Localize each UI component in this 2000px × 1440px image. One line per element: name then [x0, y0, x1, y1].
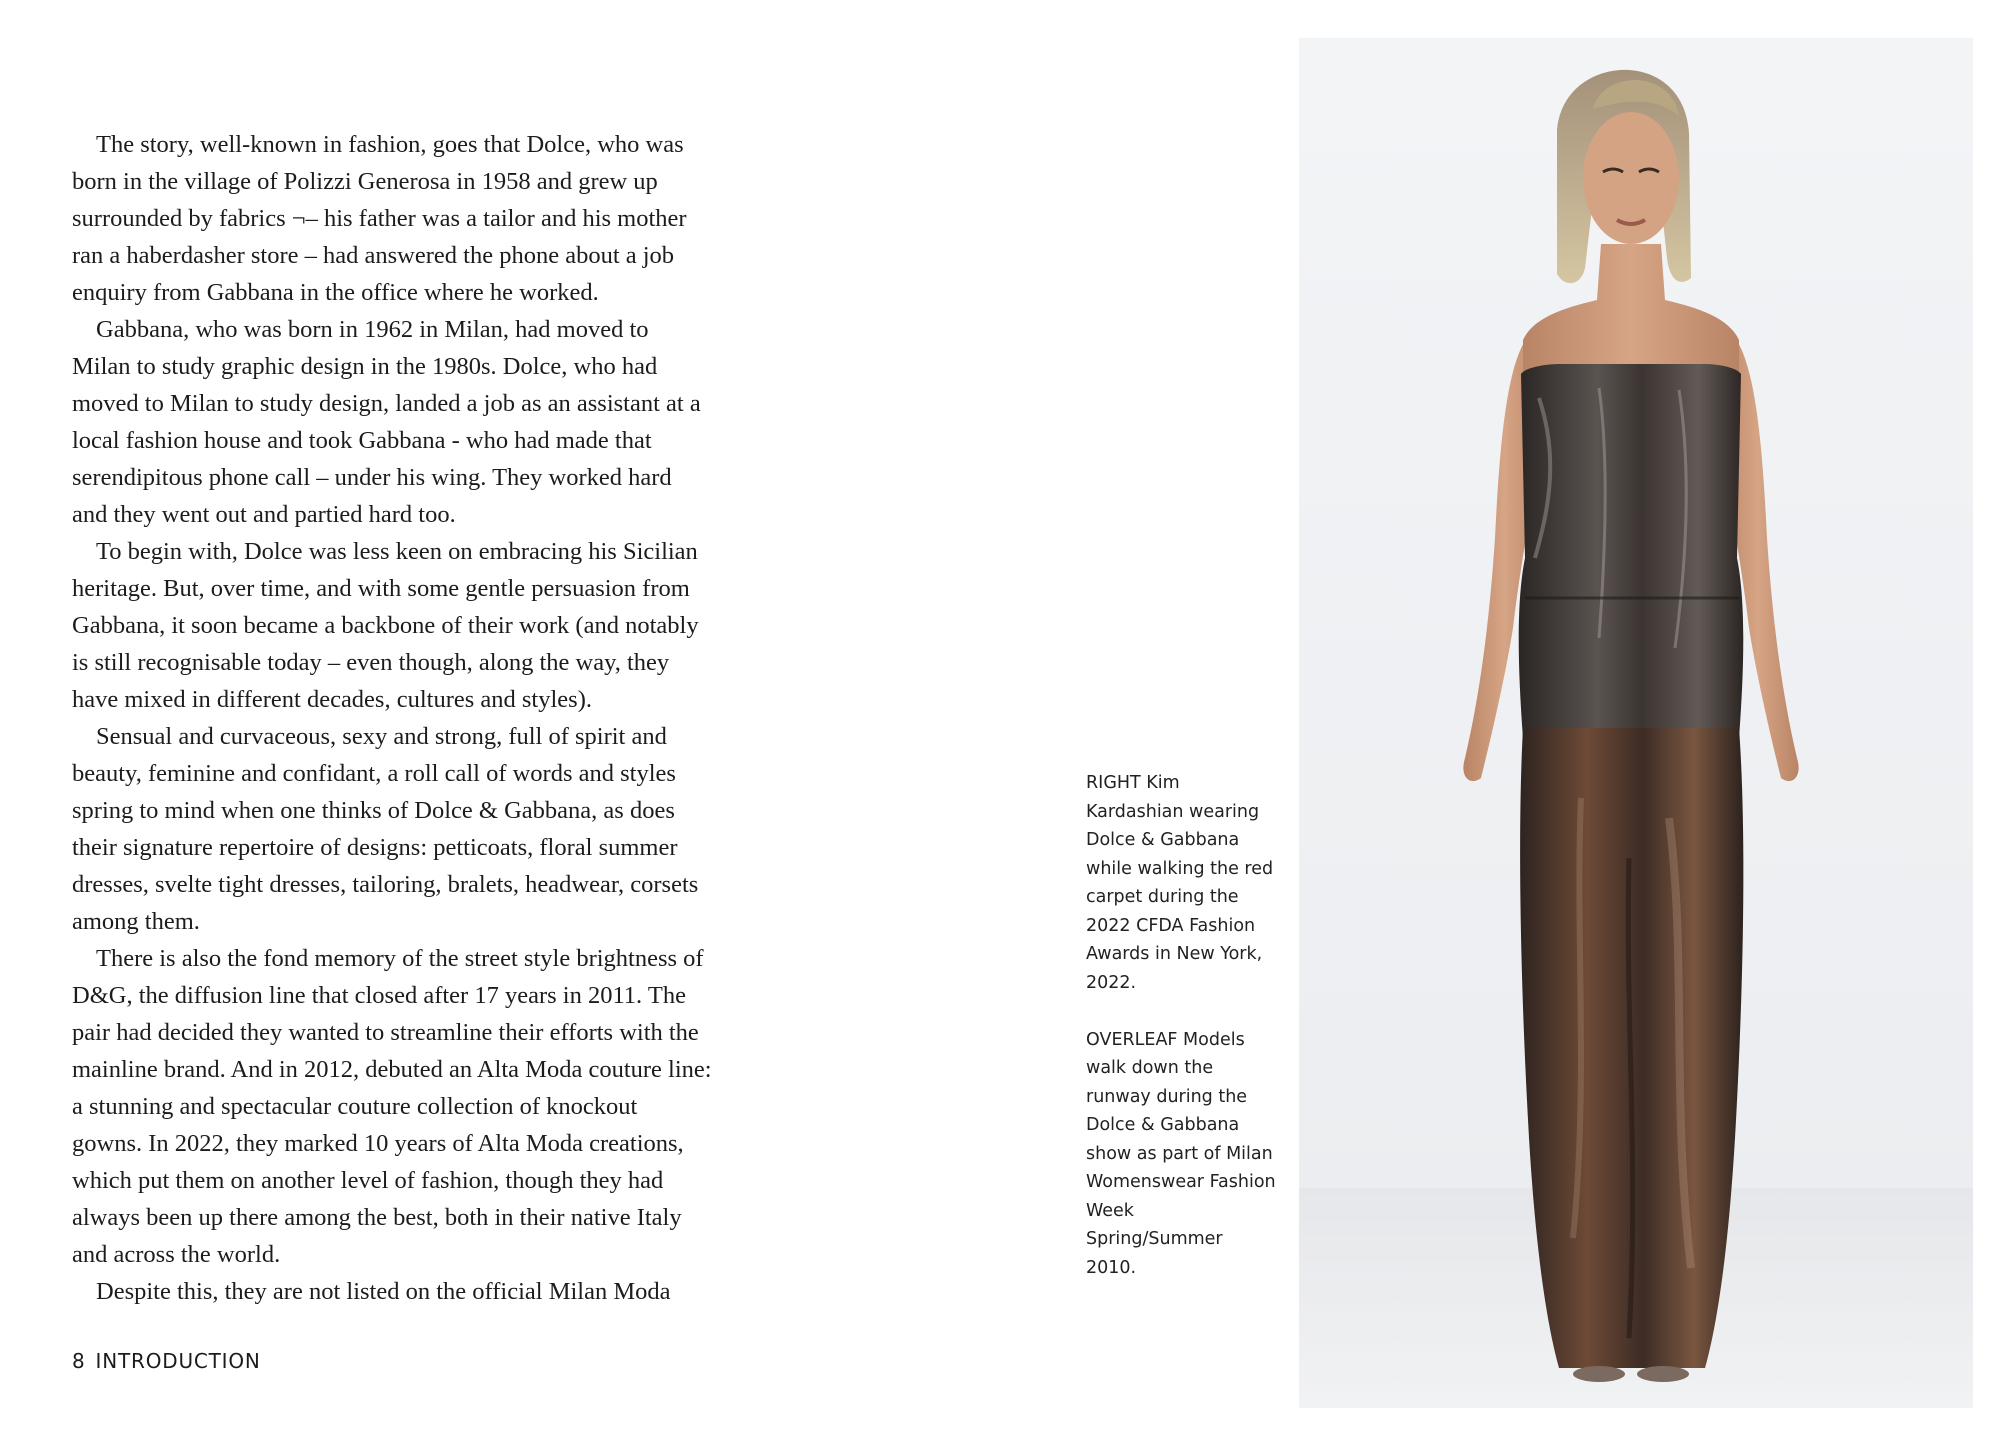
body-paragraph: Gabbana, who was born in 1962 in Milan, had moved to Milan to study graphic design in the 1980s. Dolce, who had moved to Milan to study design, landed a job as an assistant at a local fashion house and took Gabbana - who had made that serendipitous phone call – under his wing. They worked hard and they went out and partied hard too. — [72, 316, 701, 528]
gown-skirt — [1520, 728, 1743, 1368]
body-paragraph: The story, well-known in fashion, goes that Dolce, who was born in the village of Polizzi Generosa in 1958 and grew up surrounded by fabrics ¬– his father was a tailor and his mother ran a haberdasher store – had answered the phone about a job enquiry from Gabbana in the office where he worked. — [72, 131, 687, 306]
section-title: INTRODUCTION — [95, 1349, 261, 1373]
photo-caption — [1086, 769, 1276, 1282]
body-paragraph: Sensual and curvaceous, sexy and strong, full of spirit and beauty, feminine and confidant, a roll call of words and styles spring to mind when one thinks of Dolce & Gabbana, as does their signature repertoire of designs: petticoats, floral summer dresses, svelte tight dresses, tailoring, bralets, headwear, corsets among them. — [72, 723, 699, 935]
fashion-photo — [1299, 38, 1973, 1408]
body-text — [72, 126, 712, 1310]
caption-overleaf: OVERLEAF Models walk down the runway during the Dolce & Gabbana show as part of Milan Womenswear Fashion Week Spring/Summer 2010. — [1086, 1029, 1276, 1278]
body-paragraph: There is also the fond memory of the street style brightness of D&G, the diffusion line that closed after 17 years in 2011. The pair had decided they wanted to streamline their efforts with the mainline brand. And in 2012, debuted an Alta Moda couture line: a stunning and spectacular couture collection of knockout gowns. In 2022, they marked 10 years of Alta Moda creations, which put them on another level of fashion, though they had always been up there among the best, both in their native Italy and across the world. — [72, 945, 712, 1268]
body-paragraph: Despite this, they are not listed on the official Milan Moda — [96, 1278, 671, 1305]
page-number: 8 — [72, 1349, 86, 1373]
body-paragraph: To begin with, Dolce was less keen on embracing his Sicilian heritage. But, over time, and with some gentle persuasion from Gabbana, it soon became a backbone of their work (and notably is still recognisable today – even though, along the way, they have mixed in different decades, cultures and styles). — [72, 538, 699, 713]
photo-illustration — [1299, 38, 1973, 1408]
gown-bodice — [1519, 364, 1744, 738]
page-folio — [72, 1349, 261, 1373]
caption-right: RIGHT Kim Kardashian wearing Dolce & Gabbana while walking the red carpet during the 2022 CFDA Fashion Awards in New York, 2022. — [1086, 773, 1274, 993]
shoulders-neck — [1523, 244, 1739, 378]
